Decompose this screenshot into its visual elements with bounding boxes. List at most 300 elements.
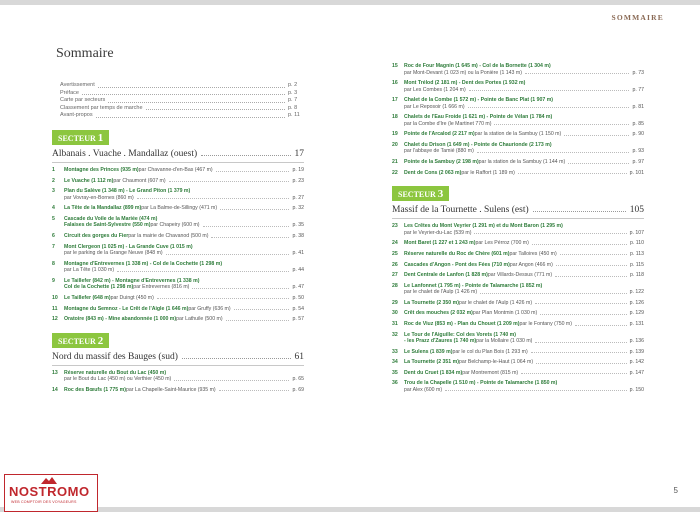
entry-title: - les Prazz d'Zaures (1 740 m) <box>404 338 477 345</box>
entry-number: 9 <box>52 277 55 284</box>
entry-number: 11 <box>52 305 58 312</box>
toc-entry <box>392 380 644 393</box>
entry-number: 27 <box>392 272 398 279</box>
entry-title: Le Sulens (1 839 m) <box>404 348 453 355</box>
entry-number: 12 <box>52 316 58 323</box>
toc-entry <box>392 359 644 366</box>
entry-route: par Chapeiry (600 m) <box>150 222 200 229</box>
entry-line <box>404 230 644 237</box>
entry-route: par le parking de la Grange Neuve (848 m) <box>64 250 163 257</box>
sector-title: Massif de la Tournette . Sulens (est) <box>392 205 529 216</box>
entry-page: p. 113 <box>629 250 644 257</box>
entry-body <box>404 283 644 296</box>
toc-entry <box>392 80 644 93</box>
entry-body <box>404 159 644 166</box>
page-title: Sommaire <box>56 46 114 61</box>
entry-number: 24 <box>392 240 398 247</box>
entry-line <box>404 87 644 94</box>
entry-page: p. 93 <box>632 148 644 155</box>
right-column <box>392 58 644 393</box>
entry-title: Le Lanfonnet (1 795 m) - Pointe de Talamarche (1 852 m) <box>404 282 543 289</box>
sector-1 <box>52 120 304 323</box>
toc-entry <box>392 159 644 166</box>
entry-number: 26 <box>392 261 398 268</box>
entry-number: 8 <box>52 260 55 267</box>
entry-line <box>64 267 304 274</box>
entry-route: par Chavanne-d'en-Bas (467 m) <box>138 167 213 174</box>
toc-entry <box>52 216 304 229</box>
entry-body <box>64 370 304 383</box>
dot-leader <box>98 82 285 88</box>
entry-line <box>64 205 304 212</box>
dot-leader <box>220 205 289 210</box>
dot-leader <box>137 195 290 200</box>
entry-route: par Alex (600 m) <box>404 386 443 393</box>
entry-page: p. 38 <box>292 233 304 240</box>
entry-page: p. 23 <box>292 177 304 184</box>
entry-page: p. 118 <box>629 272 644 279</box>
toc-entry <box>52 387 304 394</box>
entry-line <box>404 148 644 155</box>
entry-body <box>404 349 644 356</box>
entry-page: p. 50 <box>292 294 304 301</box>
entry-line <box>404 289 644 296</box>
top-rule <box>0 0 700 5</box>
entry-body <box>64 167 304 174</box>
entry-title: Falaises de Saint-Sylvestre (550 m) <box>64 222 151 229</box>
entry-page: p. 115 <box>629 261 644 268</box>
dot-leader <box>536 359 626 364</box>
dot-leader <box>226 316 290 321</box>
entry-route: par Duingt (450 m) <box>110 294 154 301</box>
entry-page: p. 32 <box>292 205 304 212</box>
entry-page: p. 90 <box>632 131 644 138</box>
entry-route: par Chaumont (607 m) <box>113 177 166 184</box>
entry-title: Pointe de l'Arcalod (2 217 m) <box>404 131 475 138</box>
page-number: 5 <box>673 486 678 495</box>
entry-number: 15 <box>392 63 398 69</box>
entry-route: par le Fontany (750 m) <box>519 321 572 327</box>
running-head: SOMMAIRE <box>611 13 664 22</box>
entry-body <box>64 261 304 274</box>
entry-number: 30 <box>392 310 398 317</box>
dot-leader <box>82 90 285 96</box>
entry-number: 18 <box>392 114 398 121</box>
entry-line <box>64 178 304 185</box>
dot-leader <box>469 87 630 92</box>
dot-leader <box>531 349 627 354</box>
dot-leader <box>211 233 289 238</box>
entry-body <box>404 380 644 393</box>
toc-entry <box>52 278 304 291</box>
sector-2-continued <box>392 63 644 176</box>
entry-body <box>404 359 644 366</box>
entry-body <box>64 244 304 257</box>
entry-number: 5 <box>52 215 55 222</box>
dot-leader <box>477 148 630 153</box>
sector-title: Nord du massif des Bauges (sud) <box>52 351 178 362</box>
sector-page: 61 <box>294 351 304 362</box>
entry-line <box>64 195 304 202</box>
entry-body <box>404 240 644 247</box>
entry-title: Cascades d'Angon - Pont des Fées (710 m) <box>404 261 510 268</box>
entry-number: 31 <box>392 321 398 327</box>
sector-heading <box>392 205 644 219</box>
entry-page: p. 35 <box>292 222 304 229</box>
dot-leader <box>532 240 627 245</box>
entry-route: par Mont-Devant (1 023 m) ou la Ponière (1 143 m) <box>404 69 522 76</box>
dot-leader <box>518 170 627 175</box>
intro-label: Avertissement <box>60 82 95 88</box>
toc-entry <box>392 321 644 328</box>
entry-number: 20 <box>392 141 398 148</box>
entry-page: p. 69 <box>292 386 304 393</box>
entry-number: 36 <box>392 380 398 387</box>
entry-line <box>404 310 644 317</box>
dot-leader <box>560 251 627 256</box>
entry-number: 13 <box>52 369 58 376</box>
entry-number: 29 <box>392 299 398 306</box>
toc-entry <box>392 310 644 317</box>
dot-leader <box>575 321 627 326</box>
entry-page: p. 129 <box>629 310 644 317</box>
entry-page: p. 27 <box>292 194 304 201</box>
entry-body <box>64 216 304 229</box>
entry-page: p. 47 <box>292 284 304 291</box>
entry-line <box>404 300 644 307</box>
dot-leader <box>96 112 285 118</box>
entry-title: Le Taillefer (842 m) - Montagne d'Entrevernes (1 338 m) <box>64 277 200 284</box>
intro-page: p. 2 <box>288 82 298 88</box>
entry-title: Chalet de la Combe (1 572 m) - Pointe de Banc Plat (1 907 m) <box>404 97 554 104</box>
entry-page: p. 126 <box>629 299 644 306</box>
toc-entry <box>52 261 304 274</box>
entry-number: 35 <box>392 369 398 376</box>
dot-leader <box>166 250 290 255</box>
entry-route: par la Mollaire (1 030 m) <box>476 338 533 345</box>
intro-label: Carte par secteurs <box>60 97 106 104</box>
entry-line <box>404 262 644 269</box>
entry-page: p. 41 <box>292 250 304 257</box>
toc-entry <box>392 370 644 377</box>
entry-title: Pointe de la Sambuy (2 198 m) <box>404 159 479 166</box>
intro-page: p. 3 <box>288 89 298 96</box>
entry-page: p. 131 <box>629 321 644 327</box>
entry-title: Le Vuache (1 112 m) <box>64 177 114 184</box>
bottom-rule <box>0 507 700 512</box>
intro-label: Classement par temps de marche <box>60 104 143 111</box>
entry-page: p. 136 <box>629 338 644 345</box>
entry-title: Crêt des mouches (2 032 m) <box>404 310 473 317</box>
toc-entry <box>52 178 304 185</box>
entry-body <box>64 306 304 313</box>
entry-number: 19 <box>392 131 398 138</box>
entry-body <box>404 370 644 377</box>
toc-entry <box>392 251 644 258</box>
entry-number: 22 <box>392 169 398 176</box>
entry-title: Dent de Cons (2 063 m) <box>404 169 462 176</box>
entry-number: 33 <box>392 348 398 355</box>
entry-title: Réserve naturelle du Roc de Chère (601 m) <box>404 250 510 257</box>
sector-heading <box>52 149 304 163</box>
entry-page: p. 107 <box>629 229 644 236</box>
entry-number: 14 <box>52 386 58 393</box>
dot-leader <box>203 222 290 227</box>
dot-leader <box>533 211 626 212</box>
entry-number: 7 <box>52 243 55 250</box>
entry-route: par le Veyrier-du-Lac (539 m) <box>404 229 472 236</box>
dot-leader <box>474 230 626 235</box>
entry-route: par le chalet de l'Aulp (1 426 m) <box>404 289 478 296</box>
entry-title: Cascade du Voile de la Mariée (474 m) <box>64 215 158 222</box>
sector-badge-label: SECTEUR <box>58 336 96 346</box>
entry-route: par Angon (466 m) <box>509 261 553 268</box>
entry-body <box>404 63 644 76</box>
entry-body <box>64 178 304 185</box>
dot-leader <box>521 370 626 375</box>
entry-title: Roc des Bœufs (1 775 m) <box>64 386 126 393</box>
entry-title: Montagne du Semnoz - Le Crêt de l'Aigle (1 646 m) <box>64 305 189 312</box>
entry-body <box>64 316 304 323</box>
entry-page: p. 57 <box>292 316 304 323</box>
intro-item <box>60 105 304 113</box>
dot-leader <box>468 104 630 109</box>
entry-line <box>404 70 644 77</box>
entry-body <box>404 272 644 279</box>
entry-page: p. 97 <box>632 159 644 166</box>
logo-name: NOSTROMO <box>9 484 90 499</box>
entry-body <box>404 321 644 328</box>
entry-body <box>404 114 644 127</box>
sector-page: 17 <box>294 148 304 159</box>
entry-page: p. 150 <box>629 386 644 393</box>
entry-route: par Belchamp-le-Haut (1 064 m) <box>458 359 534 366</box>
entry-number: 32 <box>392 331 398 338</box>
dot-leader <box>494 121 629 126</box>
entry-line <box>404 359 644 366</box>
entry-title: Plan du Salève (1 348 m) - Le Grand Piton (1 379 m) <box>64 188 191 195</box>
entry-body <box>64 387 304 394</box>
entry-page: p. 142 <box>629 359 644 366</box>
toc-entry <box>392 283 644 296</box>
sector-badge-label: SECTEUR <box>58 133 96 143</box>
entry-line <box>404 321 644 328</box>
nostromo-logo <box>4 474 98 512</box>
entry-number: 4 <box>52 205 55 212</box>
entry-title: Circuit des gorges du Fier <box>64 233 129 240</box>
entry-route: par le Bout du Lac (450 m) ou Verthier (450 m) <box>64 376 172 383</box>
entry-line <box>404 240 644 247</box>
dot-leader <box>445 387 627 392</box>
entry-page: p. 110 <box>629 240 644 247</box>
intro-label: Avant-propos <box>60 112 93 119</box>
entry-page: p. 139 <box>629 348 644 355</box>
entry-line <box>64 250 304 257</box>
entry-body <box>64 278 304 291</box>
entry-route: par Villards-Dessus (771 m) <box>487 272 553 279</box>
entry-title: Mont Clergeon (1 025 m) - La Grande Cuve (1 015 m) <box>64 243 193 250</box>
entry-page: p. 65 <box>292 376 304 383</box>
entry-number: 2 <box>52 177 55 184</box>
entry-title: Le Tour de l'Aiguille: Col des Vorets (1 740 m) <box>404 331 517 338</box>
entry-line <box>404 104 644 111</box>
entry-body <box>404 262 644 269</box>
entry-route: par la Combe d'Ire (le Martinet 770 m) <box>404 120 492 127</box>
entry-line <box>64 316 304 323</box>
toc-entry <box>52 244 304 257</box>
entry-page: p. 54 <box>292 305 304 312</box>
dot-leader <box>108 97 285 103</box>
toc-entry <box>52 316 304 323</box>
entry-number: 28 <box>392 282 398 289</box>
toc-entry <box>392 349 644 356</box>
intro-label: Préface <box>60 89 79 96</box>
entry-number: 25 <box>392 250 398 257</box>
entry-line <box>404 387 644 394</box>
dot-leader <box>201 155 290 156</box>
sector-title: Albanais . Vuache . Mandallaz (ouest) <box>52 148 198 159</box>
toc-entry <box>52 188 304 201</box>
toc-entry <box>52 306 304 313</box>
entry-page: p. 77 <box>632 86 644 93</box>
dot-leader <box>117 267 289 272</box>
dot-leader <box>525 70 630 75</box>
entry-number: 10 <box>52 294 58 301</box>
entry-number: 34 <box>392 359 398 366</box>
intro-page: p. 8 <box>288 104 298 111</box>
entry-line <box>404 338 644 345</box>
entry-line <box>64 387 304 394</box>
entry-title: Oratoire (843 m) - Mine abandonnée (1 000 m) <box>64 316 177 323</box>
entry-line <box>64 284 304 291</box>
entry-title: Col de la Cochette (1 298 m) <box>64 284 134 291</box>
intro-item <box>60 90 304 98</box>
entry-title: Roc de Viuz (853 m) - Plan du Chouet (1 209 m) <box>404 321 520 327</box>
entry-title: La Tournette (2 350 m) <box>404 299 459 306</box>
entry-number: 23 <box>392 223 398 230</box>
entry-route: par le Raffort (1 189 m) <box>461 169 515 176</box>
toc-entry <box>392 240 644 247</box>
entry-route: par le chalet de l'Aulp (1 426 m) <box>458 299 533 306</box>
entry-route: par Les Pérroz (700 m) <box>475 240 529 247</box>
entry-page: p. 147 <box>629 369 644 376</box>
entry-number: 3 <box>52 188 55 195</box>
entry-page: p. 101 <box>629 169 644 176</box>
entry-title: Dent du Cruet (1 834 m) <box>404 369 463 376</box>
dot-leader <box>555 272 627 277</box>
entry-page: p. 85 <box>632 120 644 127</box>
sector-page: 105 <box>629 205 644 216</box>
dot-leader <box>540 310 626 315</box>
dot-leader <box>192 284 289 289</box>
entry-line <box>404 349 644 356</box>
entry-route: par la mairie de Chavanod (500 m) <box>128 233 209 240</box>
entry-body <box>404 97 644 110</box>
sector-badge <box>52 130 109 145</box>
entry-body <box>404 332 644 345</box>
left-column <box>52 82 304 393</box>
sector-badge-number: 1 <box>97 131 104 144</box>
toc-entry <box>392 262 644 269</box>
entry-page: p. 19 <box>292 167 304 174</box>
entry-title: Mont Baret (1 227 et 1 243 m) <box>404 240 476 247</box>
dot-leader <box>169 178 290 183</box>
toc-entry <box>52 167 304 174</box>
toc-entry <box>52 295 304 302</box>
entry-number: 16 <box>392 80 398 87</box>
entry-page: p. 44 <box>292 267 304 274</box>
entry-title: Chalets de l'Eau Froide (1 621 m) - Pointe de Vélan (1 784 m) <box>404 114 553 121</box>
toc-entry <box>392 223 644 236</box>
entry-route: par la station de la Sambuy (1 144 m) <box>478 159 566 166</box>
sector-badge <box>392 186 449 201</box>
intro-list <box>60 82 304 120</box>
entry-page: p. 122 <box>629 289 644 296</box>
dot-leader <box>216 167 290 172</box>
intro-item <box>60 112 304 120</box>
entry-route: par Talloires (450 m) <box>509 250 557 257</box>
sector-badge <box>52 333 109 348</box>
entry-route: par Les Combes (1 204 m) <box>404 86 466 93</box>
entry-line <box>404 159 644 166</box>
entry-number: 17 <box>392 97 398 104</box>
dot-leader <box>480 289 626 294</box>
dot-leader <box>182 358 291 359</box>
entry-body <box>404 310 644 317</box>
toc-entry <box>392 114 644 127</box>
entry-line <box>404 131 644 138</box>
entry-route: par Le Reposoir (1 666 m) <box>404 103 465 110</box>
toc-entry <box>392 300 644 307</box>
dot-leader <box>568 159 629 164</box>
dot-leader <box>556 262 627 267</box>
dot-leader <box>174 376 289 381</box>
entry-body <box>404 223 644 236</box>
toc-entry <box>392 97 644 110</box>
logo-subtitle: WEB COMPTOIR DES VOYAGEURS <box>11 500 77 504</box>
entry-title: Les Crêtes du Mont Veyrier (1 291 m) et du Mont Baron (1 295 m) <box>404 223 563 230</box>
dot-leader <box>157 295 290 300</box>
entry-body <box>64 233 304 240</box>
entry-route: par Plan Montmin (1 030 m) <box>472 310 538 317</box>
entry-route: par le col du Plan Bois (1 293 m) <box>452 348 528 355</box>
entry-line <box>64 167 304 174</box>
entry-route: par La Chapelle-Saint-Maurice (935 m) <box>125 386 216 393</box>
entry-title: Montagne d'Entrevernes (1 338 m) - Col de la Cochette (1 298 m) <box>64 260 223 267</box>
dot-leader <box>535 300 627 305</box>
entry-line <box>64 306 304 313</box>
entry-number: 1 <box>52 167 55 174</box>
entry-body <box>404 80 644 93</box>
entry-title: Chalet du Drison (1 649 m) - Pointe de Chaurionde (2 173 m) <box>404 141 552 148</box>
mountain-icon <box>41 476 57 484</box>
entry-body <box>404 142 644 155</box>
entry-line <box>404 251 644 258</box>
entry-body <box>64 188 304 201</box>
entry-title: Réserve naturelle du Bout du Lac (450 m) <box>64 369 167 376</box>
entry-title: Roc de Four Magnin (1 645 m) - Col de la Bornette (1 304 m) <box>404 63 551 69</box>
intro-page: p. 11 <box>288 112 300 119</box>
sector-3 <box>392 176 644 393</box>
toc-entry <box>392 142 644 155</box>
entry-body <box>404 251 644 258</box>
entry-route: par Montremont (815 m) <box>462 369 519 376</box>
entry-line <box>64 233 304 240</box>
entry-line <box>404 121 644 128</box>
entry-route: par l'abbaye de Tamié (880 m) <box>404 148 474 155</box>
dot-leader <box>564 131 629 136</box>
entry-route: par Gruffy (636 m) <box>188 305 231 312</box>
